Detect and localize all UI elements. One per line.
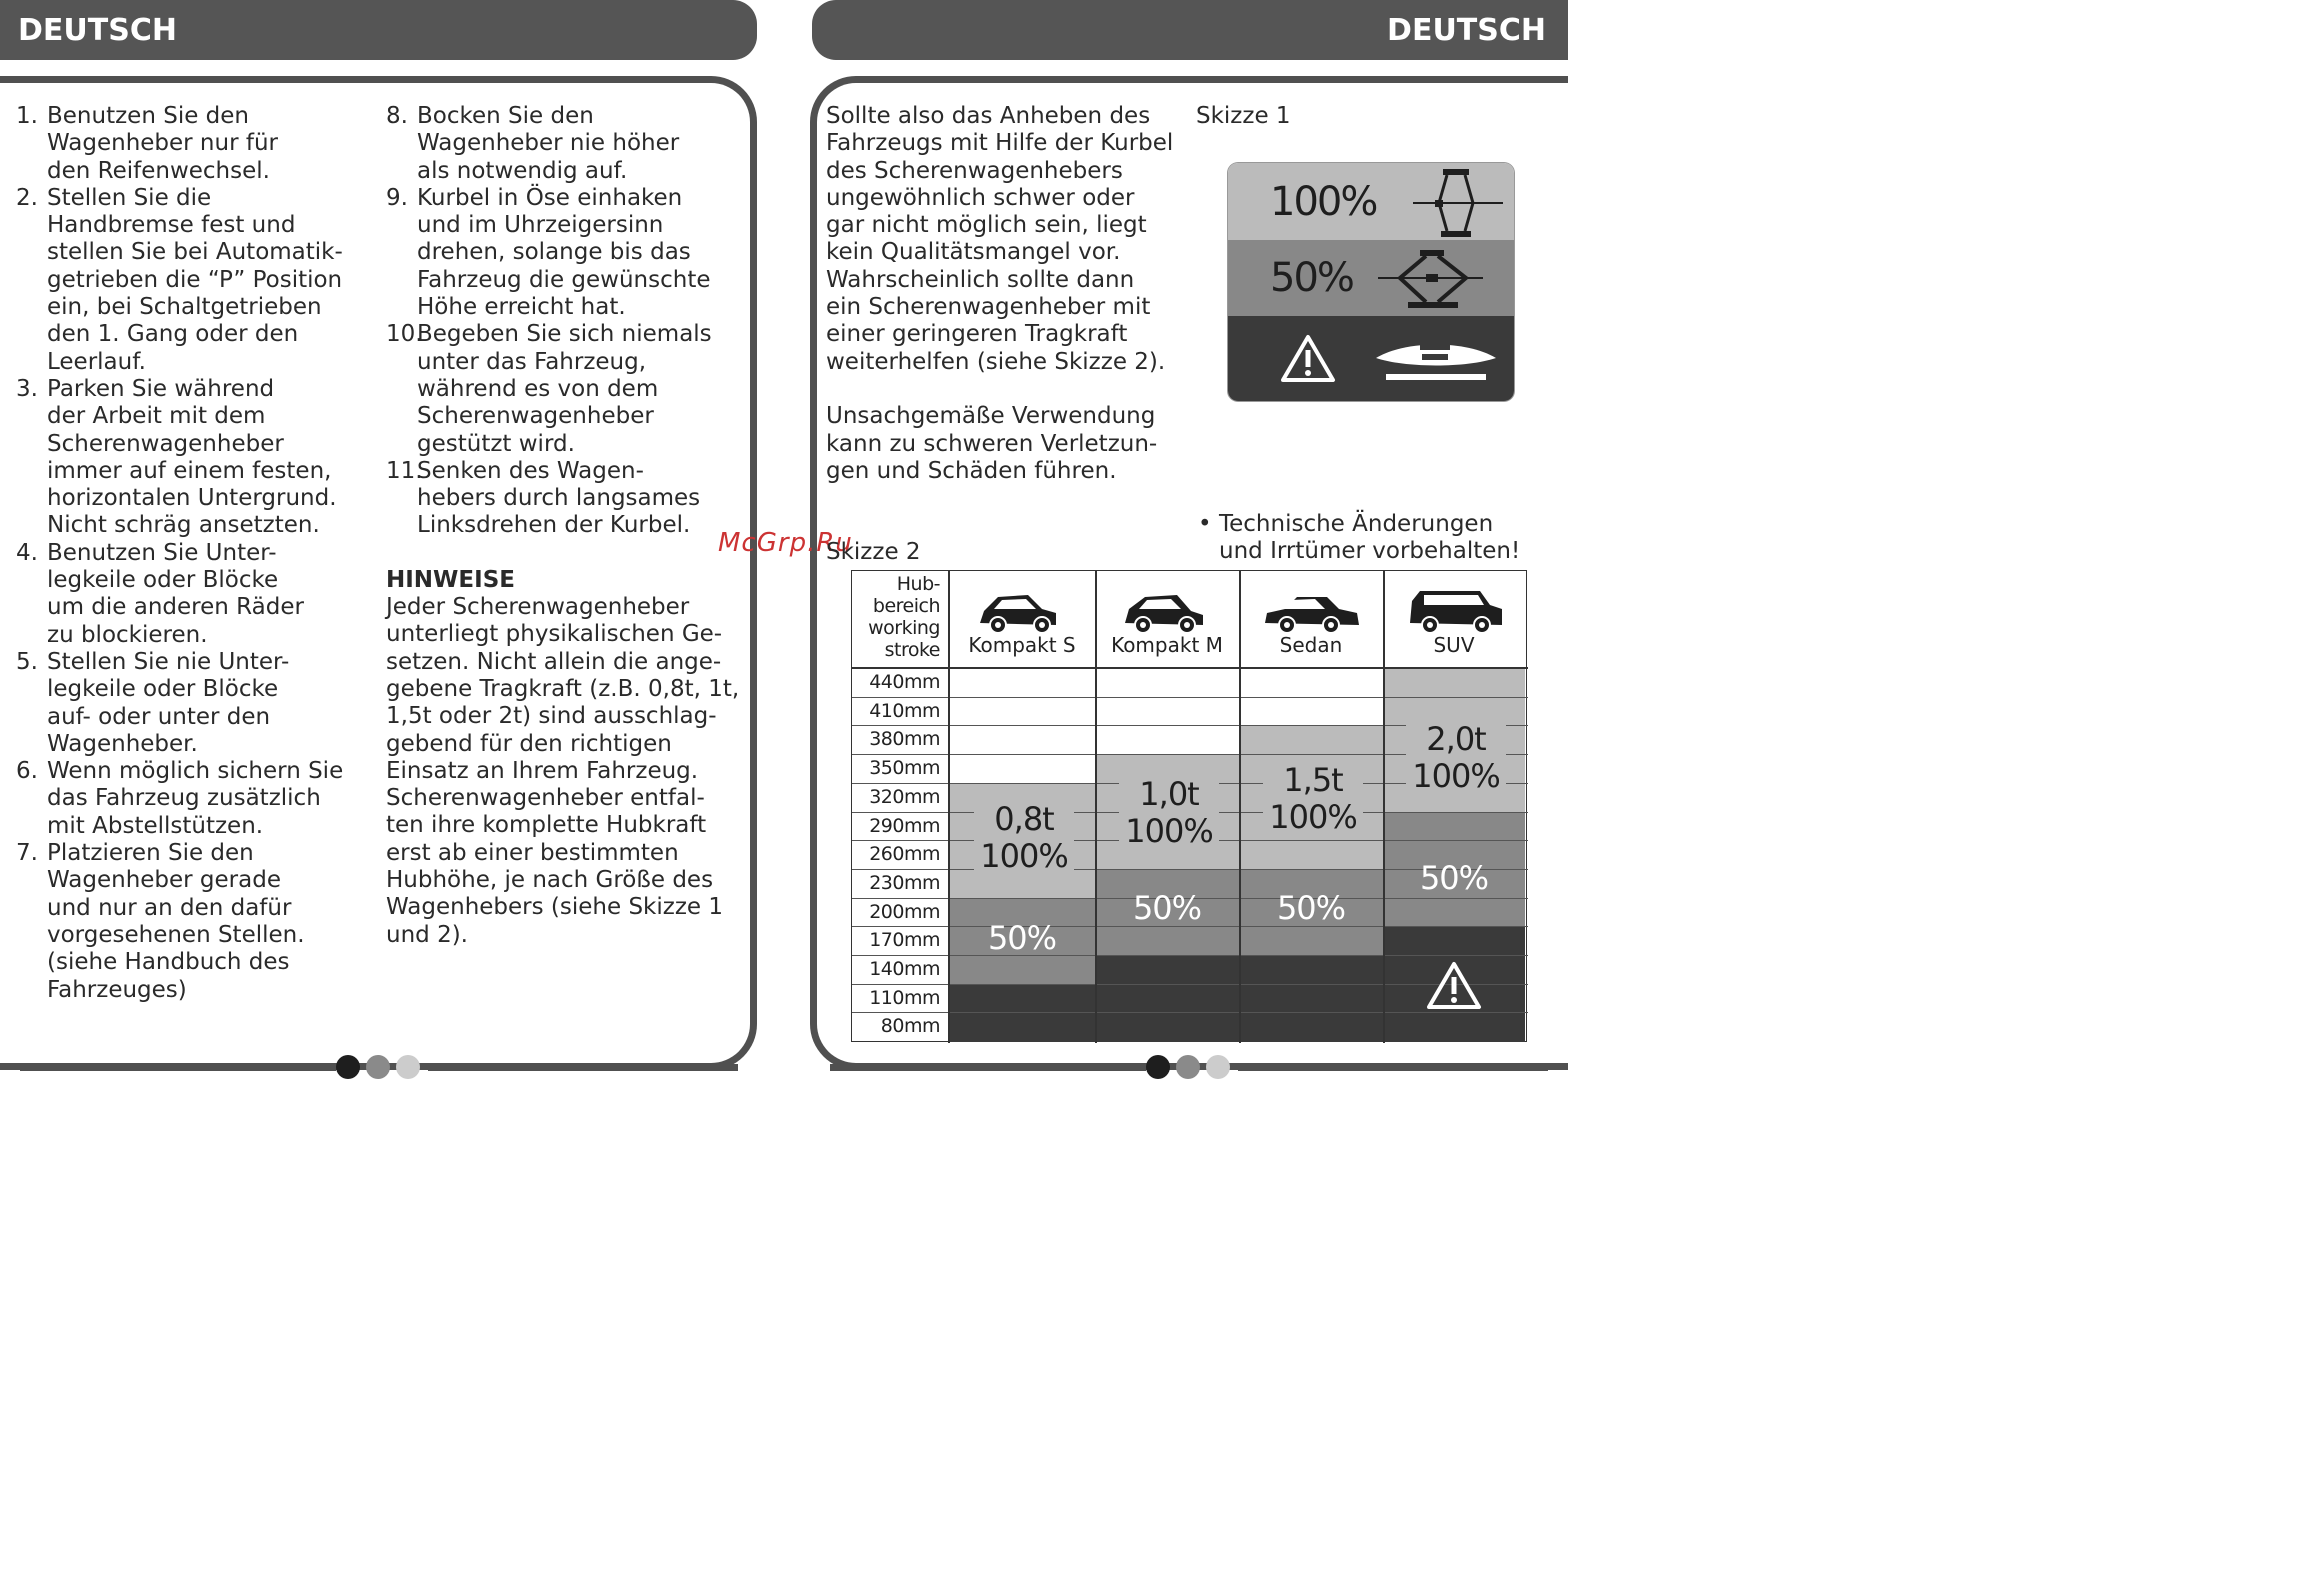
watermark: McGrp.Ru (718, 528, 853, 558)
table-cell (1095, 984, 1239, 1013)
stroke-header-label: stroke (884, 639, 940, 661)
item-line: Leerlauf. (47, 348, 146, 375)
text-line: 1,5t oder 2t) sind ausschlag- (386, 703, 717, 730)
text-line: setzen. Nicht allein die ange- (386, 648, 722, 675)
table-cell (949, 697, 1095, 726)
item-line: horizontalen Untergrund. (47, 485, 337, 512)
item-line: immer auf einem festen, (47, 457, 332, 484)
item-number: 5. (16, 648, 38, 675)
height-label: 110mm (869, 986, 940, 1009)
height-label: 80mm (880, 1015, 940, 1038)
height-label: 260mm (869, 843, 940, 866)
height-label: 290mm (869, 814, 940, 837)
list-item (16, 840, 366, 1004)
grid-line (852, 984, 949, 985)
note-bullet: • (1198, 511, 1212, 537)
text-line: und Irrtümer vorbehalten! (1219, 538, 1521, 565)
item-line: Stellen Sie nie Unter- (47, 648, 290, 675)
skizze1-row-warning (1228, 316, 1514, 401)
item-line: (siehe Handbuch des (47, 949, 290, 976)
text-line: gebene Tragkraft (z.B. 0,8t, 1t, (386, 675, 740, 702)
car-icon (974, 583, 1074, 633)
item-line: Scherenwagenheber (417, 403, 654, 430)
stroke-header-label: working (868, 617, 940, 639)
capacity-half: 50% (987, 919, 1057, 958)
page-indicator-right (1146, 1055, 1230, 1079)
text-line: und 2). (386, 921, 468, 948)
grid-line (852, 812, 949, 813)
item-line: Benutzen Sie Unter- (47, 539, 277, 566)
text-line: Einsatz an Ihrem Fahrzeug. (386, 757, 699, 784)
capacity-full: 100% (1125, 812, 1213, 851)
list-item (16, 540, 366, 649)
table-cell (949, 754, 1095, 783)
height-label: 380mm (869, 728, 940, 751)
table-cell (1383, 926, 1525, 955)
header-right (812, 0, 1568, 60)
capacity-full: 100% (1412, 756, 1500, 795)
item-line: Linksdrehen der Kurbel. (417, 512, 691, 539)
skizze2-title: Skizze 2 (826, 539, 921, 565)
item-line: um die anderen Räder (47, 594, 304, 621)
table-cell (1239, 984, 1383, 1013)
page-dot (336, 1055, 360, 1079)
table-cell (949, 725, 1095, 754)
table-cell (1095, 697, 1239, 726)
item-line: während es von dem (417, 375, 659, 402)
grid-line (852, 725, 949, 726)
height-label: 440mm (869, 671, 940, 693)
page-dot (1176, 1055, 1200, 1079)
grid-line (852, 869, 949, 870)
warning-icon (1426, 961, 1482, 1011)
header-right-title: DEUTSCH (1387, 12, 1546, 48)
item-line: legkeile oder Blöcke (47, 676, 279, 703)
item-line: das Fahrzeug zusätzlich (47, 785, 321, 812)
jack-extended-icon (1413, 167, 1503, 237)
item-number: 7. (16, 840, 38, 867)
capacity-load: 2,0t (1426, 719, 1486, 758)
car-icon (1263, 583, 1363, 633)
item-line: mit Abstellstützen. (47, 812, 264, 839)
table-cell (1095, 1012, 1239, 1041)
warning-icon (1280, 334, 1336, 384)
list-item (386, 103, 746, 185)
text-line: Sollte also das Anheben des (826, 103, 1151, 129)
text-line: ein Scherenwagenheber mit (826, 294, 1151, 321)
car-name: Kompakt M (1111, 633, 1223, 657)
item-line: Kurbel in Öse einhaken (417, 184, 683, 211)
skizze1-row-50 (1228, 240, 1514, 316)
capacity-half: 50% (1132, 888, 1202, 927)
right-text (826, 103, 1186, 485)
table-cell (949, 1012, 1095, 1041)
table-cell (949, 668, 1095, 697)
skizze1-diagram (1228, 163, 1514, 401)
hinweise-body (386, 594, 746, 949)
text-line: gebend für den richtigen (386, 730, 672, 757)
table-cell (1095, 725, 1239, 754)
table-cell (949, 955, 1095, 984)
item-number: 4. (16, 539, 38, 566)
list-item (386, 321, 746, 457)
item-line: Parken Sie während (47, 375, 275, 402)
list-item (386, 185, 746, 321)
grid-line (852, 955, 949, 956)
grid-line (852, 840, 949, 841)
table-cell (1239, 725, 1383, 754)
text-line: Hubhöhe, je nach Größe des (386, 867, 714, 894)
capacity-full: 100% (980, 836, 1068, 875)
item-line: als notwendig auf. (417, 157, 628, 184)
item-line: unter das Fahrzeug, (417, 348, 647, 375)
table-cell (1239, 926, 1383, 955)
text-line: gar nicht möglich sein, liegt (826, 212, 1147, 239)
table-cell (1095, 955, 1239, 984)
capacity-full: 100% (1269, 798, 1357, 837)
item-line: getrieben die “P” Position (47, 266, 343, 293)
text-line: einer geringeren Tragkraft (826, 321, 1128, 348)
capacity-label (1406, 721, 1506, 795)
item-line: Bocken Sie den (417, 103, 594, 129)
capacity-label (974, 801, 1074, 875)
item-line: stellen Sie bei Automatik- (47, 239, 343, 266)
footer-line-left-1 (20, 1064, 336, 1071)
text-line: Wahrscheinlich sollte dann (826, 266, 1135, 293)
item-line: Scherenwagenheber (47, 430, 284, 457)
text-line: kein Qualitätsmangel vor. (826, 239, 1121, 266)
footer-line-right-1 (830, 1064, 1146, 1071)
grid-line (852, 754, 949, 755)
table-cell (1383, 668, 1525, 697)
car-name: SUV (1433, 633, 1475, 657)
height-label: 320mm (869, 785, 940, 808)
item-number: 9. (386, 184, 408, 211)
capacity-label (1119, 776, 1219, 850)
grid-line (852, 697, 949, 698)
item-line: Wagenheber. (47, 730, 198, 757)
skizze1-row-100 (1228, 163, 1514, 240)
text-line: Wagenhebers (siehe Skizze 1 (386, 894, 724, 921)
table-cell (1239, 840, 1383, 869)
item-line: auf- oder unter den (47, 703, 271, 730)
item-line: Wenn möglich sichern Sie (47, 758, 344, 785)
table-cell (1239, 697, 1383, 726)
table-cell (949, 984, 1095, 1013)
table-cell (1383, 1012, 1525, 1041)
item-number: 1. (16, 103, 38, 129)
item-line: Fahrzeuges) (47, 976, 187, 1003)
item-line: der Arbeit mit dem (47, 403, 266, 430)
item-number: 6. (16, 758, 38, 785)
item-line: legkeile oder Blöcke (47, 567, 279, 594)
table-cell (1239, 955, 1383, 984)
text-line: Unsachgemäße Verwendung (826, 403, 1156, 430)
text-line: Jeder Scherenwagenheber (386, 594, 690, 621)
grid-line (852, 783, 949, 784)
list-item (16, 376, 366, 540)
item-line: Wagenheber nur für (47, 130, 278, 157)
item-line: Benutzen Sie den (47, 103, 249, 129)
list-item (16, 649, 366, 758)
grid-line (852, 926, 949, 927)
item-line: Senken des Wagen- (417, 457, 644, 484)
grid-line (852, 667, 1528, 669)
page-indicator-left (336, 1055, 420, 1079)
text-line: gen und Schäden führen. (826, 457, 1117, 484)
page-dot (396, 1055, 420, 1079)
paragraph-warnung (826, 403, 1186, 485)
item-line: den 1. Gang oder den (47, 321, 299, 348)
item-line: ein, bei Schaltgetrieben (47, 294, 322, 321)
item-number: 8. (386, 103, 408, 129)
header-left (0, 0, 757, 60)
item-line: vorgesehenen Stellen. (47, 921, 305, 948)
capacity-load: 0,8t (994, 799, 1054, 838)
header-left-title: DEUTSCH (18, 12, 177, 48)
text-line: weiterhelfen (siehe Skizze 2). (826, 348, 1166, 375)
hinweise-title: HINWEISE (386, 566, 515, 593)
list-item (16, 758, 366, 840)
footer-line-right-2 (1238, 1064, 1548, 1071)
jack-collapsed-icon (1376, 334, 1496, 384)
page-dot (366, 1055, 390, 1079)
instruction-list-1 (16, 103, 366, 1004)
item-number: 11. (386, 457, 423, 484)
text-line: Fahrzeugs mit Hilfe der Kurbel (826, 130, 1174, 157)
item-line: Handbremse fest und (47, 212, 296, 239)
text-line: kann zu schweren Verletzun- (826, 430, 1158, 457)
car-icon (1406, 583, 1506, 633)
text-line: unterliegt physikalischen Ge- (386, 621, 723, 648)
height-label: 410mm (869, 699, 940, 722)
list-item (386, 458, 746, 540)
table-cell (1239, 668, 1383, 697)
page-dot (1206, 1055, 1230, 1079)
item-line: Fahrzeug die gewünschte (417, 266, 711, 293)
capacity-load: 1,5t (1283, 761, 1343, 800)
item-number: 3. (16, 375, 38, 402)
instructions-col-1 (16, 103, 366, 1004)
capacity-half: 50% (1419, 859, 1489, 898)
page-dot (1146, 1055, 1170, 1079)
text-line: Technische Änderungen (1219, 511, 1494, 537)
item-number: 2. (16, 184, 38, 211)
item-line: Höhe erreicht hat. (417, 294, 626, 321)
note-text (1198, 511, 1538, 566)
grid-line (852, 1012, 949, 1013)
text-line: des Scherenwagenhebers (826, 157, 1123, 184)
skizze1-label-50: 50% (1270, 255, 1353, 301)
paragraph-anheben (826, 103, 1186, 376)
item-line: Platzieren Sie den (47, 840, 254, 867)
car-name: Sedan (1279, 633, 1343, 657)
note (1198, 511, 1538, 566)
stroke-header-label: bereich (872, 595, 940, 617)
table-cell (1095, 668, 1239, 697)
item-line: den Reifenwechsel. (47, 157, 270, 184)
table-cell (1239, 1012, 1383, 1041)
capacity-label (1263, 762, 1363, 836)
capacity-half: 50% (1276, 888, 1346, 927)
item-line: Wagenheber gerade (47, 867, 281, 894)
item-line: gestützt wird. (417, 430, 575, 457)
instructions-col-2 (386, 103, 746, 949)
capacity-load: 1,0t (1139, 775, 1199, 814)
stroke-header-label: Hub- (896, 573, 940, 595)
item-line: und im Uhrzeigersinn (417, 212, 664, 239)
skizze2-table (851, 570, 1527, 1042)
table-cell (1383, 812, 1525, 841)
height-label: 200mm (869, 900, 940, 923)
skizze1-title: Skizze 1 (1196, 103, 1291, 129)
item-line: Wagenheber nie höher (417, 130, 680, 157)
jack-half-icon (1378, 246, 1488, 310)
table-cell (1383, 898, 1525, 927)
text-line: Scherenwagenheber entfal- (386, 785, 705, 812)
list-item (16, 185, 366, 376)
footer-line-left-2 (428, 1064, 738, 1071)
height-label: 350mm (869, 757, 940, 780)
item-line: Nicht schräg ansetzten. (47, 512, 320, 539)
skizze1-label-100: 100% (1270, 178, 1377, 225)
item-line: hebers durch langsames (417, 485, 701, 512)
item-line: drehen, solange bis das (417, 239, 691, 266)
car-icon (1119, 583, 1219, 633)
item-number: 10. (386, 321, 423, 348)
text-line: erst ab einer bestimmten (386, 839, 679, 866)
item-line: Begeben Sie sich niemals (417, 321, 712, 348)
car-name: Kompakt S (968, 633, 1076, 657)
grid-line (852, 898, 949, 899)
table-cell (1095, 926, 1239, 955)
item-line: zu blockieren. (47, 621, 208, 648)
height-label: 230mm (869, 871, 940, 894)
text-line: ten ihre komplette Hubkraft (386, 812, 707, 839)
item-line: Stellen Sie die (47, 184, 212, 211)
item-line: und nur an den dafür (47, 894, 292, 921)
instruction-list-2 (386, 103, 746, 540)
height-label: 170mm (869, 929, 940, 952)
list-item (16, 103, 366, 185)
height-label: 140mm (869, 958, 940, 980)
text-line: ungewöhnlich schwer oder (826, 184, 1135, 211)
